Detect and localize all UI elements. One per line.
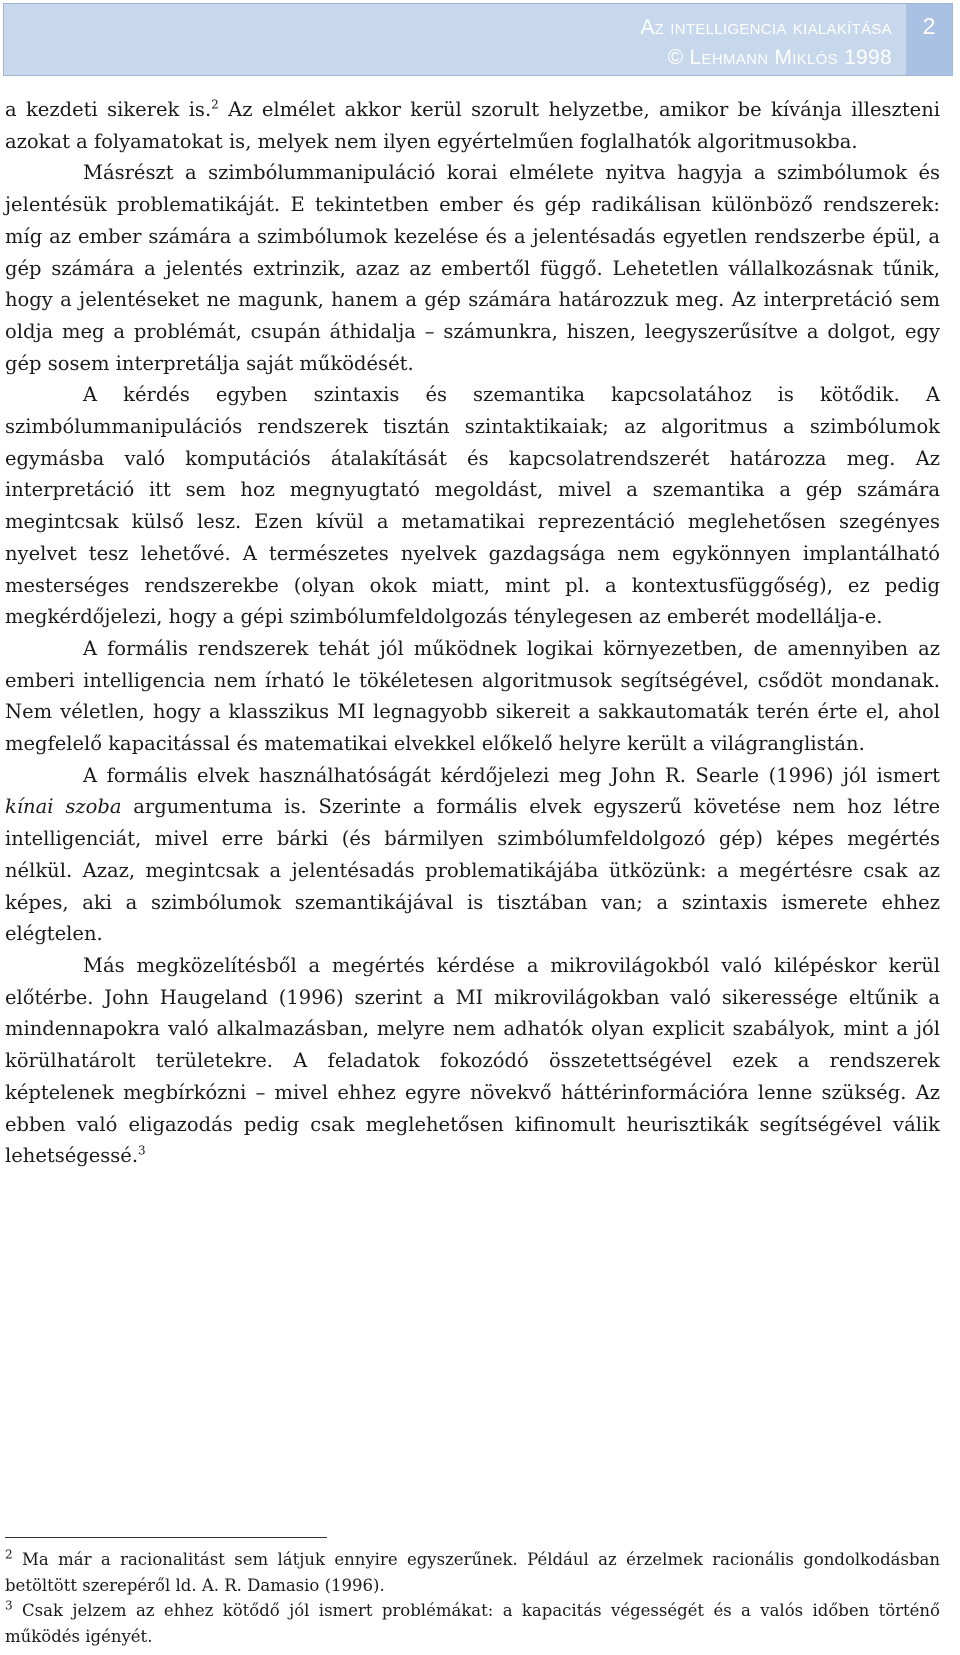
- paragraph-4: A formális rendszerek tehát jól működnek logikai környezetben, de amennyiben az emberi intelligencia nem írható le tökéletesen algoritmusok segítségével, csődöt mondanak. Nem véletlen, hogy a klasszikus MI legnagyobb sikereit a sakkautomaták terén érte el, ahol megfelelő kapacitással és matematikai elvekkel előkelő helyre került a világranglistán.: [5, 636, 940, 756]
- page-number: 2: [906, 4, 952, 75]
- header-text: [640, 13, 892, 73]
- footnote-text: Csak jelzem az ehhez kötődő jól ismert problémákat: a kapacitás végességét és a valós időben történő működés igényét.: [5, 1601, 940, 1646]
- italic-term: kínai szoba: [5, 795, 122, 819]
- paragraph-6-text: Más megközelítésből a megértés kérdése a mikrovilágokból való kilépéskor kerül előtérbe. John Haugeland (1996) szerint a MI mikrovilágokban való sikeressége eltűnik a mindennapokra való alkalmazásban, melyre nem adhatók olyan explicit szabályok, mint a jól körülhatárolt területekre. A feladatok fokozódó összetettségével ezek a rendszerek képtelenek megbírkózni – mivel ehhez egyre növekvő háttérinformációra lenne szükség. Az ebben való eligazodás pedig csak meglehetősen kifinomult heurisztikák segítségével válik lehetségessé.: [5, 953, 940, 1168]
- footnote-ref-3[interactable]: 3: [138, 1143, 146, 1158]
- page-header: [3, 3, 953, 76]
- footnote-text: Ma már a racionalitást sem látjuk ennyire egyszerűnek. Például az érzelmek racionális gondolkodásban betöltött szerepéről ld. A. R. Damasio (1996).: [5, 1550, 940, 1595]
- running-title: Az intelligencia kialakítása: [640, 16, 892, 39]
- paragraph-2: Másrészt a szimbólummanipuláció korai elmélete nyitva hagyja a szimbólumok és jelentésük problematikáját. E tekintetben ember és gép radikálisan különböző rendszerek: míg az ember számára a szimbólumok kezelése és a jelentésadás egyetlen rendszerbe épül, a gép számára a jelentés extrinzik, azaz az embertől függő. Lehetetlen vállalkozásnak tűnik, hogy a jelentéseket ne magunk, hanem a gép számára határozzuk meg. Az interpretáció sem oldja meg a problémát, csupán áthidalja – számunkra, hiszen, leegyszerűsítve a dolgot, egy gép sosem interpretálja saját működését.: [5, 161, 940, 375]
- paragraph-1-text: a kezdeti sikerek is.: [5, 98, 212, 121]
- footnote-divider: [5, 1537, 327, 1538]
- paragraph-5-text: A formális elvek használhatóságát kérdőjelezi meg John R. Searle (1996) jól ismert: [83, 763, 940, 787]
- footnotes: [5, 1547, 940, 1649]
- main-text: [5, 94, 940, 1172]
- paragraph-3: A kérdés egyben szintaxis és szemantika kapcsolatához is kötődik. A szimbólummanipulációs rendszerek tisztán szintaktikaiak; az algoritmus a szimbólumok egymásba való komputációs átalakítását és kapcsolatrendszerét határozza meg. Az interpretáció itt sem hoz megnyugtató megoldást, mivel a szemantika a gép számára megintcsak külső lesz. Ezen kívül a metamatikai reprezentáció meglehetősen szegényes nyelvet tesz lehetővé. A természetes nyelvek gazdagsága nem egykönnyen implantálható mesterséges rendszerekbe (olyan okok miatt, mint pl. a kontextusfüggőség), ez pedig megkérdőjelezi, hogy a gépi szimbólumfeldolgozás ténylegesen az emberét modellálja-e.: [5, 383, 940, 629]
- footnote-ref-2[interactable]: 2: [211, 97, 219, 112]
- paragraph-6: [5, 950, 940, 1172]
- paragraph-5: [5, 760, 940, 950]
- footnote-mark: 2: [5, 1547, 13, 1562]
- footnote-2: [5, 1547, 940, 1598]
- paragraph-5-text-cont: argumentuma is. Szerinte a formális elvek egyszerű követése nem hoz létre intelligenciát, mivel erre bárki (és bármilyen szimbólumfeldolgozó gép) képes megértés nélkül. Azaz, megintcsak a jelentésadás problematikájába ütközünk: a megértésre csak az képes, aki a szimbólumok szemantikájával is tisztában van; a szintaxis ismerete ehhez elégtelen.: [5, 795, 940, 946]
- paragraph-1-text-cont: Az elmélet akkor kerül szorult helyzetbe, amikor be kívánja illeszteni azokat a folyamatokat is, melyek nem ilyen egyértelműen foglalhatók algoritmusokba.: [5, 98, 940, 153]
- paragraph-1: [5, 94, 940, 157]
- footnote-3: [5, 1598, 940, 1649]
- footnote-mark: 3: [5, 1598, 13, 1613]
- running-author: © Lehmann Miklós 1998: [667, 46, 892, 69]
